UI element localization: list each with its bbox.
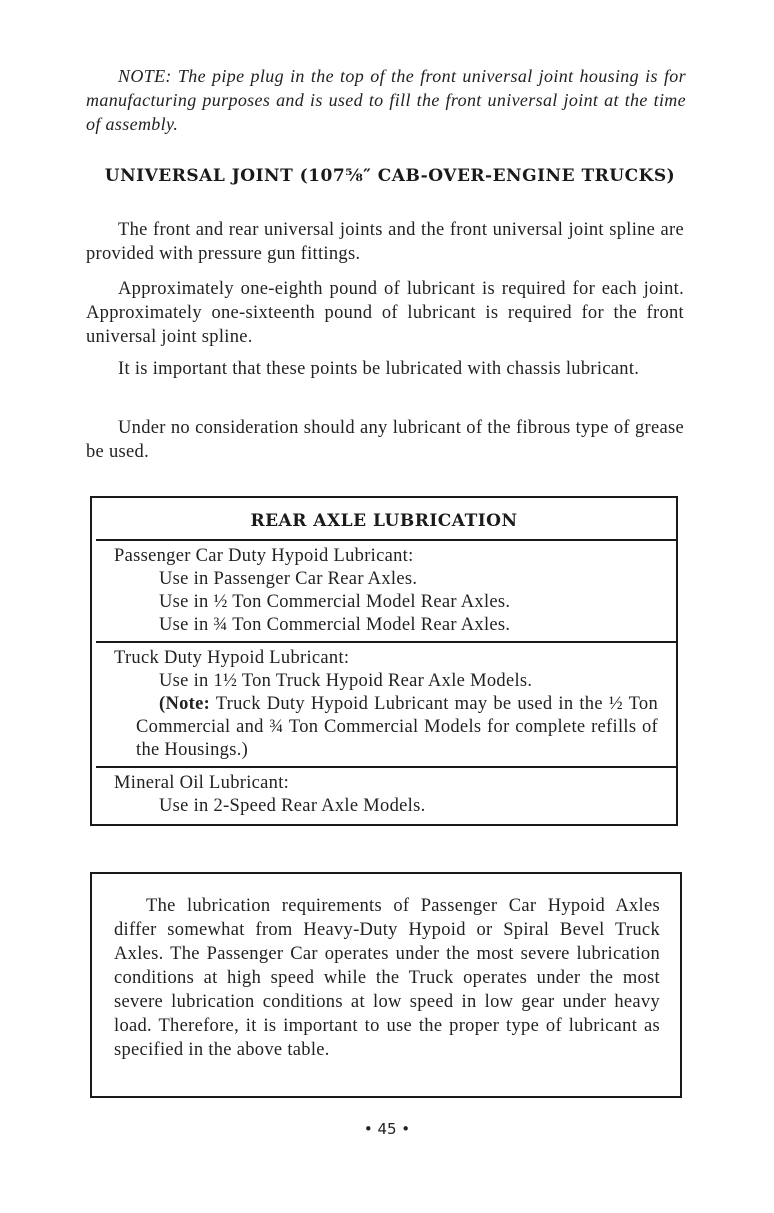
section-head: Truck Duty Hypoid Lubricant: <box>114 648 350 668</box>
table-section-passenger-car <box>92 541 676 641</box>
table-section-truck-duty <box>92 643 676 766</box>
note-body: Truck Duty Hypoid Lubricant may be used in the ½ Ton Commercial and ¾ Ton Commercial Models for complete refills of the Housings.) <box>136 694 658 760</box>
section-head: Passenger Car Duty Hypoid Lubricant: <box>114 546 414 566</box>
section-head: Mineral Oil Lubricant: <box>114 773 290 793</box>
info-text: The lubrication requirements of Passenger Car Hypoid Axles differ somewhat from Heavy-Duty Hypoid or Spiral Bevel Truck Axles. The Passenger Car operates under the most severe lubrication conditions at high speed while the Truck operates under the most severe lubrication conditions at low speed in low gear under heavy load. Therefore, it is important to use the proper type of lubricant as specified in the above table. <box>114 896 660 1060</box>
list-item: Use in 2-Speed Rear Axle Models. <box>159 796 426 816</box>
table-title: REAR AXLE LUBRICATION <box>250 511 518 531</box>
note-label: (Note: <box>159 694 211 714</box>
lubrication-info-box <box>90 872 682 1098</box>
rear-axle-lubrication-table <box>90 496 678 826</box>
assembly-note <box>86 64 686 136</box>
paragraph-text: The front and rear universal joints and the front universal joint spline are provided with pressure gun fittings. <box>86 220 684 264</box>
page-number: • 45 • <box>363 1120 411 1138</box>
list-item: Use in 1½ Ton Truck Hypoid Rear Axle Models. <box>159 671 533 691</box>
paragraph-chassis-lubricant <box>86 357 684 381</box>
paragraph-text: It is important that these points be lubricated with chassis lubricant. <box>118 359 640 379</box>
list-item: Use in ¾ Ton Commercial Model Rear Axles. <box>159 615 511 635</box>
paragraph-warning <box>86 416 684 464</box>
paragraph-text: Approximately one-eighth pound of lubricant is required for each joint. Approximately one-sixteenth pound of lubricant is required for the front universal joint spline. <box>86 279 684 347</box>
truck-note <box>136 693 658 762</box>
paragraph-fittings <box>86 218 684 266</box>
list-item: Use in Passenger Car Rear Axles. <box>159 569 418 589</box>
paragraph-quantity <box>86 277 684 349</box>
section-heading: UNIVERSAL JOINT (107⅝″ CAB-OVER-ENGINE TRUCKS) <box>104 166 676 186</box>
table-section-mineral-oil <box>92 768 676 822</box>
list-item: Use in ½ Ton Commercial Model Rear Axles. <box>159 592 511 612</box>
paragraph-text: Under no consideration should any lubricant of the fibrous type of grease be used. <box>86 418 684 462</box>
note-text: NOTE: The pipe plug in the top of the front universal joint housing is for manufacturing purposes and is used to fill the front universal joint at the time of assembly. <box>86 66 686 134</box>
